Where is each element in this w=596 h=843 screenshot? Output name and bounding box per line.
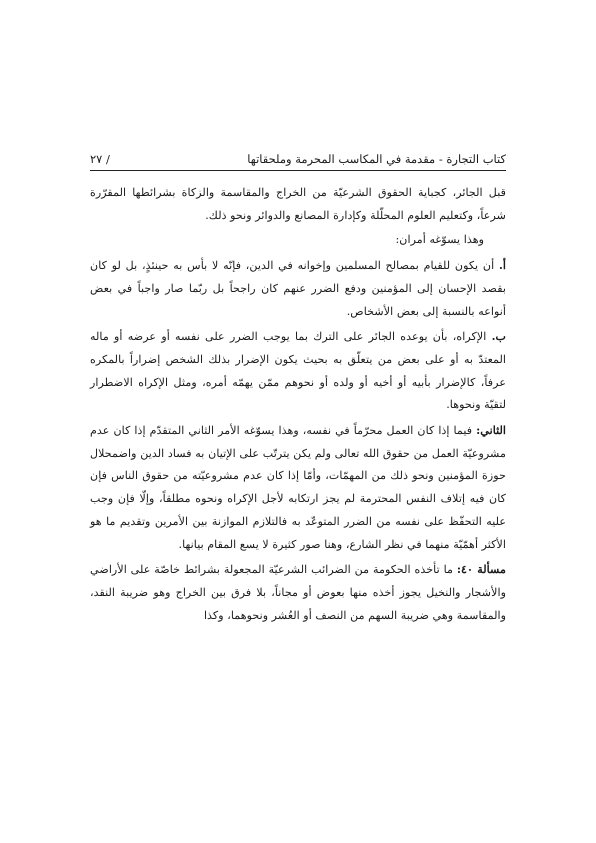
paragraph-lead: الثاني: bbox=[476, 423, 506, 438]
running-header bbox=[90, 148, 506, 171]
paragraph-lead: مسألة ٤٠: bbox=[456, 562, 507, 577]
paragraph-text: وهذا يسوّغه أمران: bbox=[395, 233, 484, 247]
paragraph-issue-40 bbox=[90, 558, 506, 627]
body-text bbox=[90, 182, 506, 629]
paragraph-text: ما تأخذه الحكومة من الضرائب الشرعيّة المجعولة بشرائط خاصّة على الأراضي والأشجار والنخيل يجوز أخذه منها بعوض أو مجاناً، بلا فرق بين الخراج وهو ضريبة النقد، والمقاسمة وهي ضريبة السهم من النصف أو العُشر ونحوهما، وكذا bbox=[90, 563, 506, 622]
paragraph-text: الإكراه، بأن يوعده الجائر على الترك بما يوجب الضرر على نفسه أو عرضه أو ماله المعتدّ به أو على بعض من يتعلّق به بحيث يكون الإضرار بذلك الشخص إضراراً بالمكره عرفاً، كالإضرار بأبيه أو أخيه أو ولده أو نحوهم ممّن يهمّه أمره، ومثل الإكراه الاضطرار لتقيّة ونحوها. bbox=[90, 330, 506, 412]
paragraph-item-b bbox=[90, 325, 506, 417]
header-title: كتاب التجارة - مقدمة في المكاسب المحرمة وملحقاتها bbox=[247, 152, 506, 166]
page-number: / ٢٧ bbox=[90, 152, 110, 166]
paragraph-lead: أ. bbox=[498, 258, 506, 273]
paragraph bbox=[90, 182, 506, 227]
paragraph-lead: ب. bbox=[491, 329, 506, 344]
paragraph bbox=[90, 229, 506, 252]
paragraph-second bbox=[90, 419, 506, 556]
paragraph-text: قبل الجائر، كجباية الحقوق الشرعيّة من الخراج والمقاسمة والزكاة بشرائطها المقرّرة شرعاً، وكتعليم العلوم المحلّلة وكإدارة المصانع والدوائر ونحو ذلك. bbox=[90, 186, 506, 222]
paragraph-text: فيما إذا كان العمل محرّماً في نفسه، وهذا يسوّغه الأمر الثاني المتقدّم إذا كان عدم مشروعيّة العمل من حقوق الله تعالى ولم يكن يترتّب على الإتيان به فساد الدين واضمحلال حوزة المؤمنين ونحو ذلك من المهمّات، وأمّا إذا كان عدم مشروعيّته من حقوق الناس فإن كان فيه إتلاف النفس المحترمة لم يجز ارتكابه لأجل الإكراه ونحوه مطلقاً، وإلّا فإن وجب عليه التحفّظ على نفسه من الضرر المتوعّد به فالتلازم الموازنة بين الأمرين وتقديم ما هو الأكثر أهمّيّة منهما في نظر الشارع، وهنا صور كثيرة لا يسع المقام بيانها. bbox=[90, 424, 506, 551]
paragraph-item-a bbox=[90, 254, 506, 323]
paragraph-text: أن يكون للقيام بمصالح المسلمين وإخوانه في الدين، فإنّه لا بأس به حينئذٍ، بل لو كان بقصد الإحسان إلى المؤمنين ودفع الضرر عنهم كان راجحاً بل ربّما صار واجباً في بعض أنواعه بالنسبة إلى بعض الأشخاص. bbox=[90, 259, 506, 318]
